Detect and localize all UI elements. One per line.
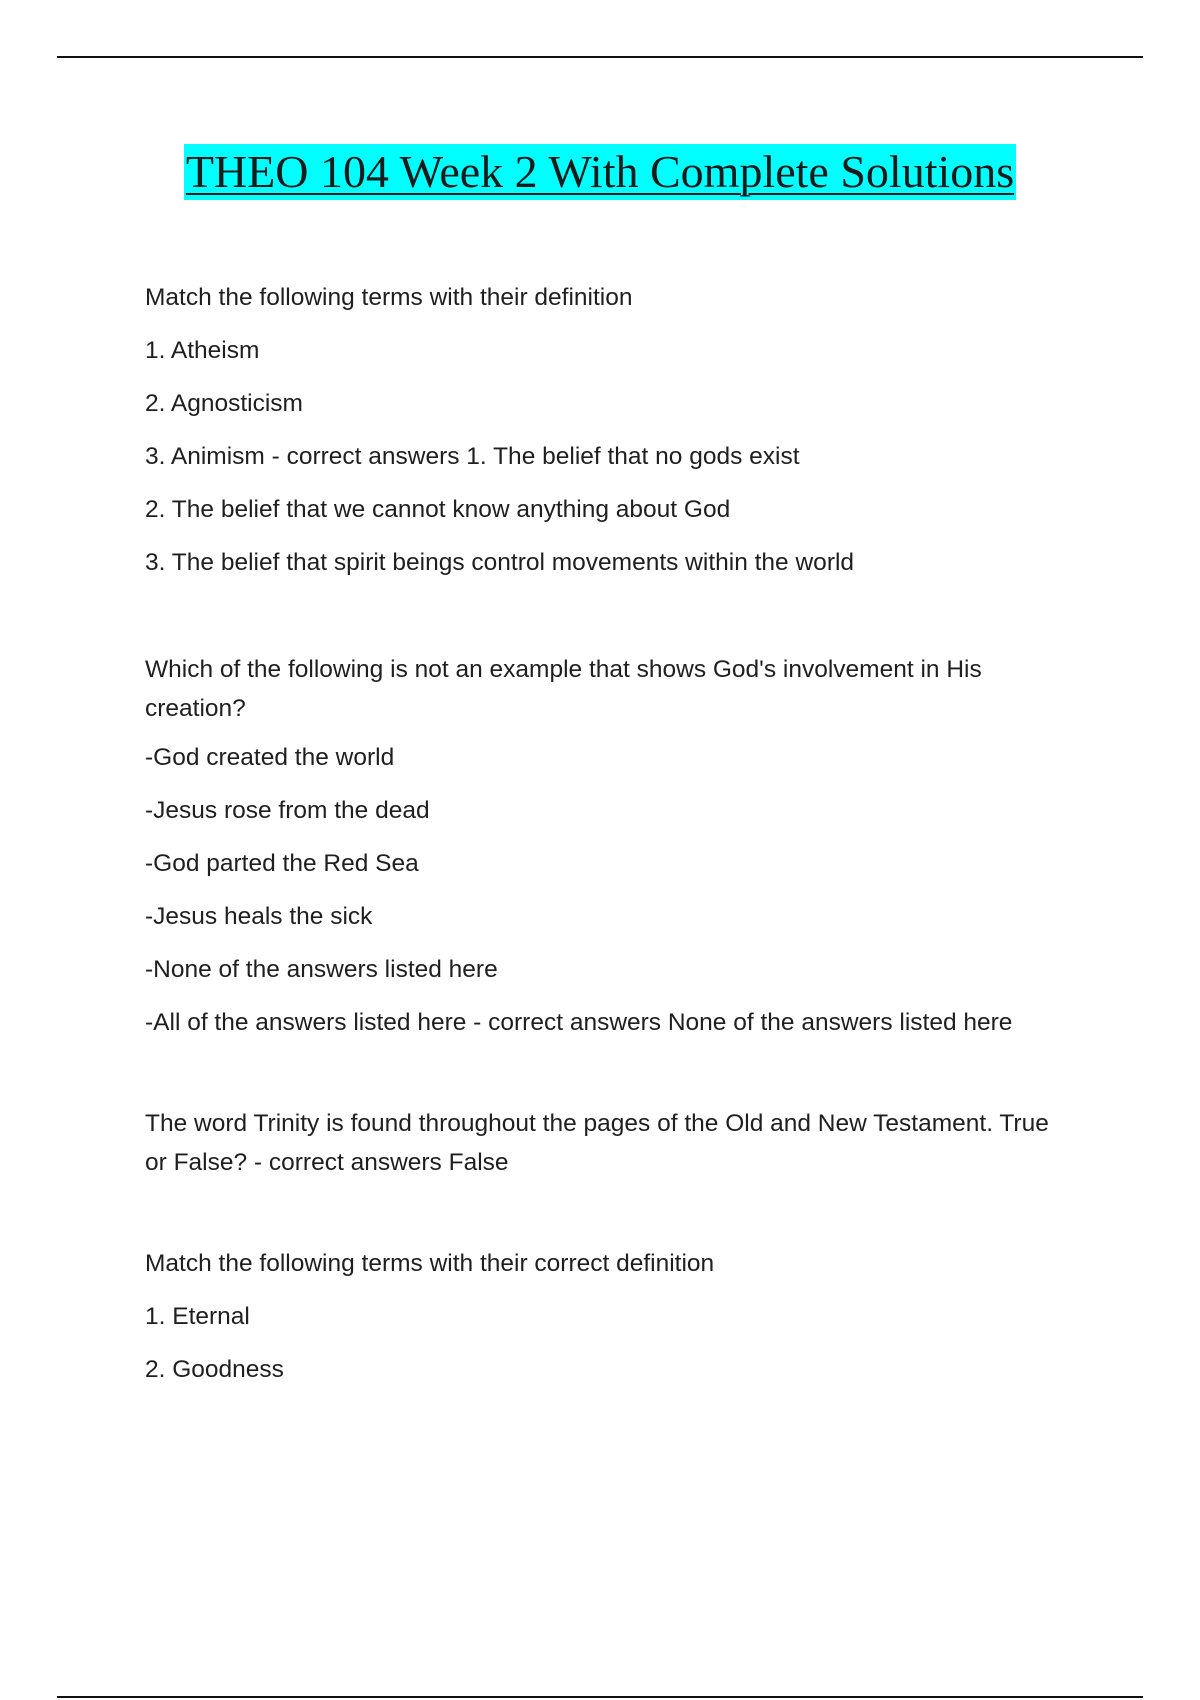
section-spacer	[145, 1196, 1075, 1244]
document-title: THEO 104 Week 2 With Complete Solutions	[184, 144, 1016, 200]
question-2	[145, 650, 1075, 1042]
question-2-option-6-answer: -All of the answers listed here - correct answers None of the answers listed here	[145, 1009, 1013, 1036]
question-1-term-1: 1. Atheism	[145, 337, 260, 364]
footer-rule	[57, 1696, 1143, 1698]
question-2-prompt: Which of the following is not an example that shows God's involvement in His creation?	[145, 656, 982, 722]
question-1-term-3-answer: 3. Animism - correct answers 1. The belief that no gods exist	[145, 443, 800, 470]
section-spacer	[145, 596, 1075, 650]
title-container	[0, 144, 1200, 200]
question-2-option-2: -Jesus rose from the dead	[145, 797, 430, 824]
question-1	[145, 278, 1075, 582]
question-2-option-1: -God created the world	[145, 744, 395, 771]
question-4	[145, 1244, 1075, 1389]
question-1-prompt: Match the following terms with their definition	[145, 284, 633, 311]
question-4-prompt: Match the following terms with their correct definition	[145, 1250, 715, 1277]
document-body	[145, 278, 1075, 1403]
section-spacer	[145, 1056, 1075, 1104]
question-2-option-5: -None of the answers listed here	[145, 956, 498, 983]
question-4-term-2: 2. Goodness	[145, 1356, 284, 1383]
question-3-prompt-answer: The word Trinity is found throughout the pages of the Old and New Testament. True or False? - correct answers False	[145, 1110, 1049, 1176]
question-1-term-2: 2. Agnosticism	[145, 390, 303, 417]
header-rule	[57, 56, 1143, 58]
question-4-term-1: 1. Eternal	[145, 1303, 250, 1330]
question-1-answer-2: 2. The belief that we cannot know anything about God	[145, 496, 731, 523]
question-1-answer-3: 3. The belief that spirit beings control movements within the world	[145, 549, 855, 576]
question-2-option-3: -God parted the Red Sea	[145, 850, 419, 877]
question-3	[145, 1104, 1075, 1182]
question-2-option-4: -Jesus heals the sick	[145, 903, 373, 930]
